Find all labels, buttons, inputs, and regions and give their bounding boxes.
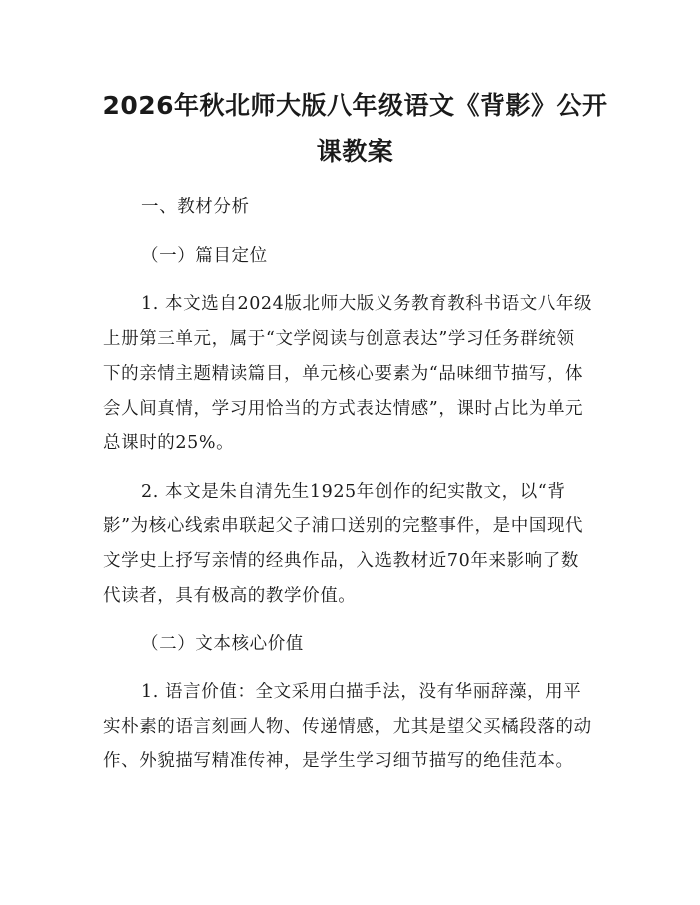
paragraph-1-line: 上册第三单元，属于“文学阅读与创意表达”学习任务群统领 xyxy=(103,329,575,349)
section-heading-textbook-analysis: 一、教材分析 xyxy=(141,197,250,217)
paragraph-2-line: 文学史上抒写亲情的经典作品，入选教材近70年来影响了数 xyxy=(103,551,579,571)
subsection-heading-positioning: （一）篇目定位 xyxy=(141,246,268,266)
document-title-line-2: 课教案 xyxy=(316,137,394,166)
paragraph-2-line: 影”为核心线索串联起父子浦口送别的完整事件，是中国现代 xyxy=(103,516,584,536)
paragraph-1-line: 总课时的25%。 xyxy=(103,433,235,453)
document-title-line-1: 2026年秋北师大版八年级语文《背影》公开 xyxy=(102,91,608,120)
paragraph-1-line: 会人间真情，学习用恰当的方式表达情感”，课时占比为单元 xyxy=(103,399,584,419)
paragraph-2-line: 代读者，具有极高的教学价值。 xyxy=(103,586,357,606)
paragraph-1-line: 下的亲情主题精读篇目，单元核心要素为“品味细节描写，体 xyxy=(103,364,584,384)
paragraph-3-line: 作、外貌描写精准传神，是学生学习细节描写的绝佳范本。 xyxy=(103,751,574,771)
paragraph-3-line: 1. 语言价值：全文采用白描手法，没有华丽辞藻，用平 xyxy=(141,682,582,702)
subsection-heading-core-value: （二）文本核心价值 xyxy=(141,634,304,654)
paragraph-3-line: 实朴素的语言刻画人物、传递情感，尤其是望父买橘段落的动 xyxy=(103,717,592,737)
paragraph-2-line: 2. 本文是朱自清先生1925年创作的纪实散文，以“背 xyxy=(141,482,566,502)
paragraph-1-line: 1. 本文选自2024版北师大版义务教育教科书语文八年级 xyxy=(141,294,593,314)
